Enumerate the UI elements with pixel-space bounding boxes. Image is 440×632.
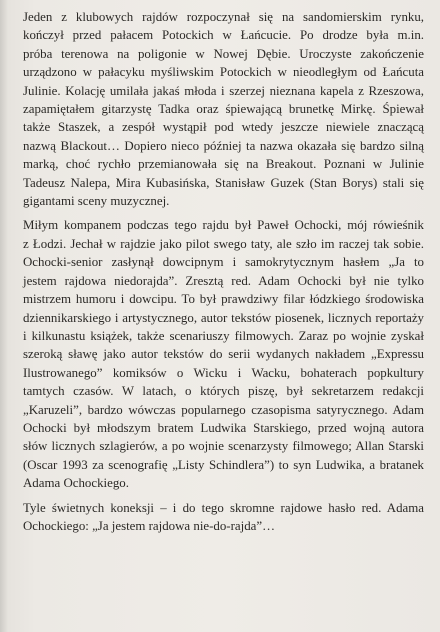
text-line: mistrzem humoru i dowcipu. To był prawdziwy filar łódzkiego środowiska [23,292,424,307]
paragraph [23,499,424,536]
text-line: Tyle świetnych koneksji – i do tego skromne rajdowe hasło red. Adama [23,500,424,515]
text-line: Ochocki był młodszym bratem Ludwika Starskiego, przed wojną autora [23,420,424,435]
text-line: dziennikarskiego i artystycznego, autor tekstów piosenek, licznych reportaży [23,310,424,325]
text-line: Ochocki-senior zasłynął dowcipnym i samokrytycznym hasłem „Ja to [23,255,424,270]
text-line: próba terenowa na poligonie w Nowej Dębie. Uroczyste zakończenie [23,46,424,61]
text-line: z Łodzi. Jechał w rajdzie jako pilot swego taty, ale szło im raczej tak sobie. [23,236,424,251]
text-line: tamtych czasów. W latach, o których piszę, był sekretarzem redakcji [23,384,424,399]
text-line: nazwą Blackout… Dopiero nieco później ta nazwa okazała się bardzo silną [23,138,424,153]
text-line: zapamiętałem gitarzystę Tadka oraz śpiewającą brunetkę Mirkę. Śpiewał [23,102,424,117]
text-line: i kilkunastu książek, także scenariuszy filmowych. Zaraz po wojnie zyskał [23,328,424,343]
text-line: „Karuzeli”, bardzo wówczas popularnego czasopisma satyrycznego. Adam [23,402,424,417]
text-line: Jeden z klubowych rajdów rozpoczynał się na sandomierskim rynku, [23,10,424,24]
text-line: kończył przed pałacem Potockich w Łańcucie. Po drodze była m.in. [23,28,424,43]
text-line: marką, choć rychło przemianowała się na Breakout. Poznani w Julinie [23,157,424,172]
paragraph [23,216,424,492]
text-line: szeroką sławę jako autor tekstów do serii wydanych nakładem „Expressu [23,347,424,362]
text-line: gigantami sceny muzycznej. [23,194,170,209]
paragraph [23,8,424,210]
text-line: słów licznych szlagierów, a po wojnie scenarzysty filmowego; Allan Starski [23,439,424,454]
text-line: Adama Ochockiego. [23,476,129,491]
text-line: Ilustrowanego” komiksów o Wicku i Wacku, bohaterach popkultury [23,365,424,380]
text-line: (Oscar 1993 za scenografię „Listy Schindlera”) to syn Ludwika, a bratanek [23,457,424,472]
page-text [23,8,424,541]
text-line: Ochockiego: „Ja jestem rajdowa nie-do-rajda”… [23,518,275,533]
text-line: także Staszek, a zespół wystąpił pod wtedy jeszcze niewiele znaczącą [23,120,424,135]
text-line: Julinie. Kolację umilała jakaś młoda i szerzej nieznana kapela z Rzeszowa, [23,83,424,98]
text-line: Miłym kompanem podczas tego rajdu był Paweł Ochocki, mój rówieśnik [23,218,424,233]
text-line: jestem rajdowa niedorajda”. Zresztą red. Adam Ochocki był nie tylko [23,273,424,288]
text-line: Tadeusz Nalepa, Mira Kubasińska, Stanisław Guzek (Stan Borys) stali się [23,175,424,190]
text-line: urządzono w pałacyku myśliwskim Potockich w nieodległym od Łańcuta [23,65,424,80]
